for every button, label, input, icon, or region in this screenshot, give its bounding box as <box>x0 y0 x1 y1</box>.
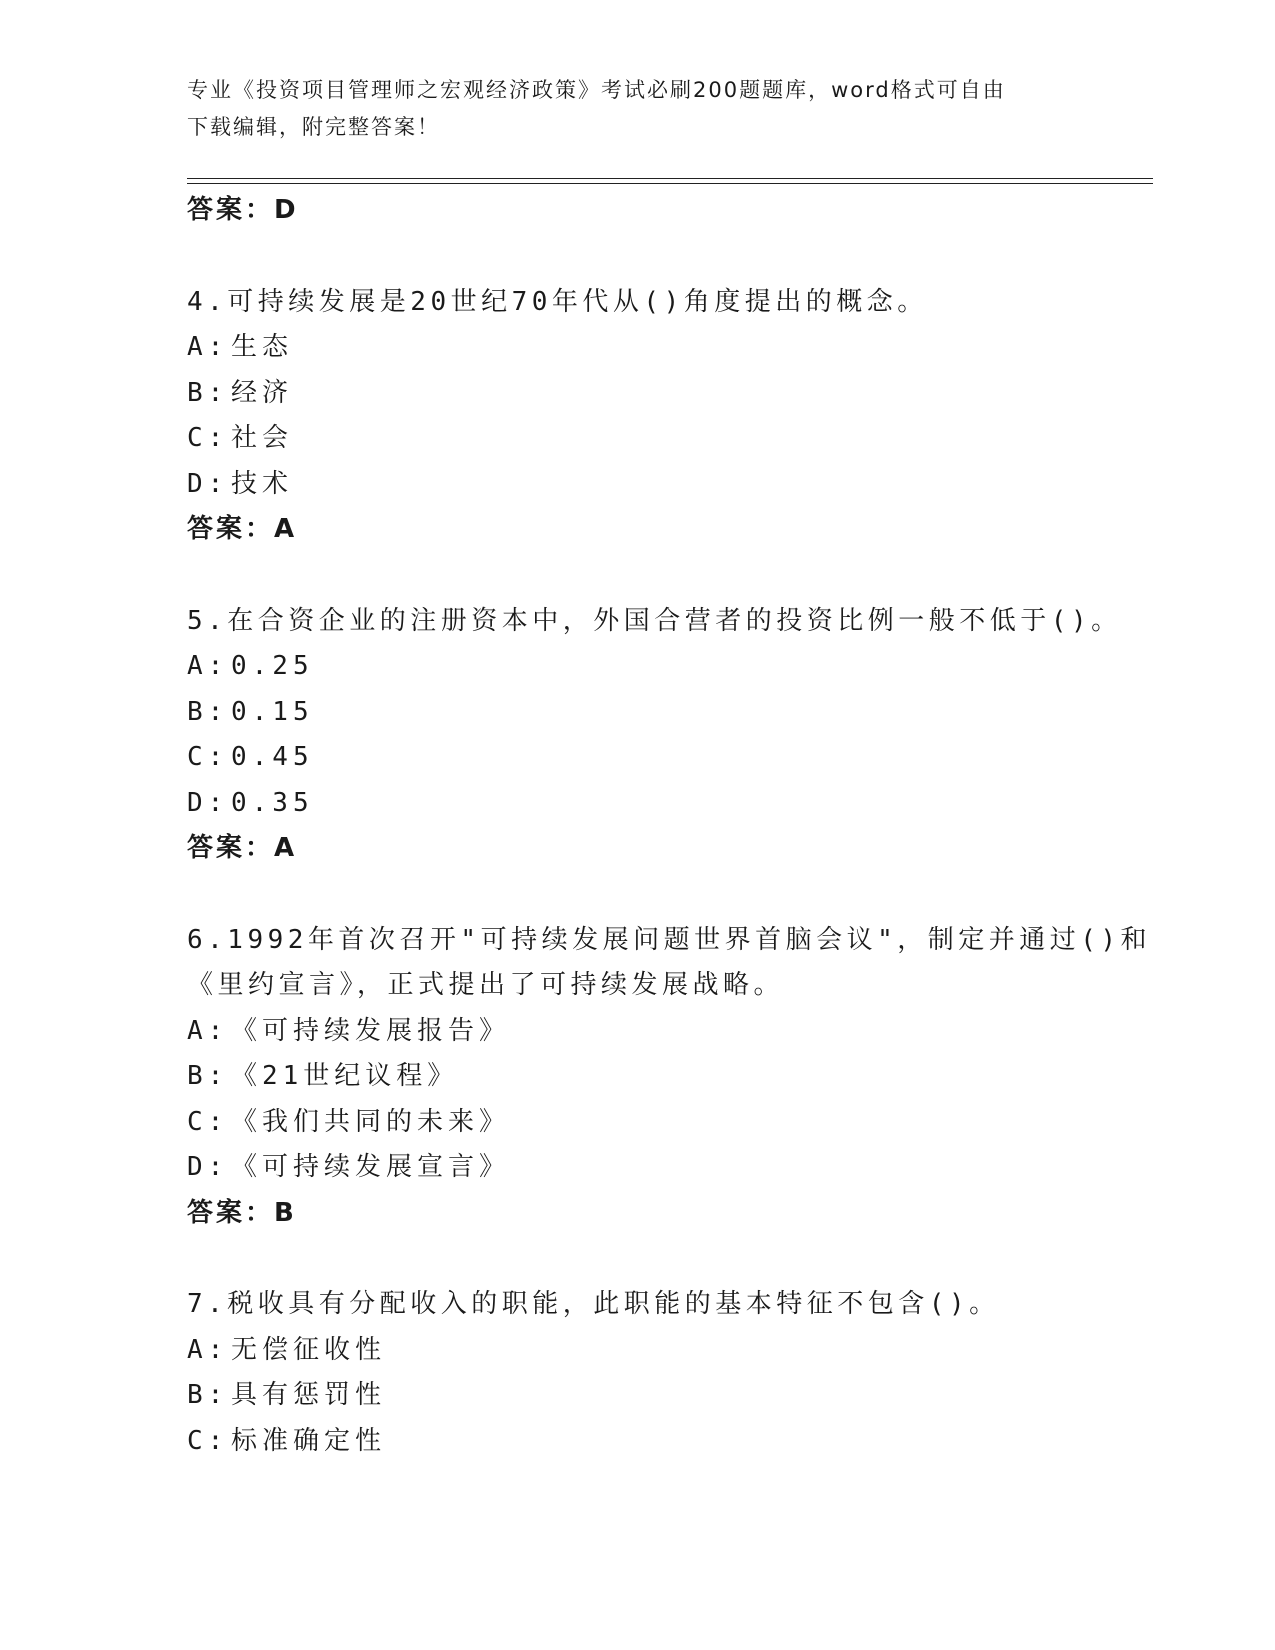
option-text: 《我们共同的未来》 <box>231 1106 511 1137</box>
option-text: 《可持续发展报告》 <box>231 1015 511 1046</box>
question-stem: 5.在合资企业的注册资本中，外国合营者的投资比例一般不低于()。 <box>187 605 1122 636</box>
option-c <box>187 735 1087 781</box>
question-stem-line-1: 6.1992年首次召开"可持续发展问题世界首脑会议"，制定并通过()和 <box>187 924 1152 955</box>
option-a <box>187 1009 1087 1055</box>
option-label: B: <box>187 1061 229 1091</box>
option-label: B: <box>187 696 229 727</box>
question-7 <box>187 1282 1087 1464</box>
question-stem-line-2: 《里约宣言》，正式提出了可持续发展战略。 <box>187 970 785 1000</box>
option-c <box>187 416 1087 462</box>
option-label: A: <box>187 1334 229 1365</box>
answer: 答案：B <box>187 1197 297 1228</box>
option-text: 0.35 <box>231 787 314 818</box>
option-text: 具有惩罚性 <box>231 1380 387 1410</box>
option-c <box>187 1419 1087 1465</box>
option-b <box>187 1054 1087 1100</box>
header-line-2: 下载编辑，附完整答案！ <box>187 115 440 139</box>
option-a <box>187 325 1087 371</box>
option-b <box>187 1373 1087 1419</box>
question-5 <box>187 599 1122 872</box>
question-4 <box>187 280 1087 553</box>
option-c <box>187 1100 1087 1146</box>
option-text: 无偿征收性 <box>231 1334 387 1365</box>
option-text: 生态 <box>231 332 294 362</box>
option-label: B: <box>187 1380 229 1410</box>
option-text: 《21世纪议程》 <box>231 1061 459 1091</box>
option-label: C: <box>187 1425 229 1456</box>
question-6 <box>187 918 1152 1237</box>
option-label: C: <box>187 742 229 772</box>
option-text: 《可持续发展宣言》 <box>231 1152 511 1182</box>
option-text: 技术 <box>231 468 294 499</box>
option-label: C: <box>187 1106 229 1137</box>
option-text: 0.25 <box>231 651 314 681</box>
question-stem: 7.税收具有分配收入的职能，此职能的基本特征不包含()。 <box>187 1289 1000 1319</box>
option-label: A: <box>187 1015 229 1046</box>
option-text: 经济 <box>231 377 294 408</box>
option-label: C: <box>187 423 229 453</box>
document-header <box>187 72 1087 146</box>
option-label: A: <box>187 332 229 362</box>
previous-answer: 答案：D <box>187 195 299 225</box>
option-text: 0.15 <box>231 696 314 727</box>
answer: 答案：A <box>187 514 298 544</box>
question-list <box>187 188 1152 1464</box>
question-stem: 4.可持续发展是20世纪70年代从()角度提出的概念。 <box>187 286 928 317</box>
option-label: D: <box>187 468 229 499</box>
option-text: 0.45 <box>231 742 314 772</box>
option-label: D: <box>187 1152 229 1182</box>
option-d <box>187 1145 1087 1191</box>
header-rule-bottom <box>187 183 1153 184</box>
option-label: A: <box>187 651 229 681</box>
answer: 答案：A <box>187 833 298 863</box>
header-line-1: 专业《投资项目管理师之宏观经济政策》考试必刷200题题库，word格式可自由 <box>187 78 1006 102</box>
option-d <box>187 462 1087 508</box>
option-text: 标准确定性 <box>231 1425 387 1456</box>
option-text: 社会 <box>231 423 294 453</box>
option-b <box>187 690 1087 736</box>
option-a <box>187 1328 1087 1374</box>
option-d <box>187 781 1087 827</box>
option-label: B: <box>187 377 229 408</box>
option-b <box>187 371 1087 417</box>
option-label: D: <box>187 787 229 818</box>
header-rule-top <box>187 178 1153 179</box>
option-a <box>187 644 1087 690</box>
